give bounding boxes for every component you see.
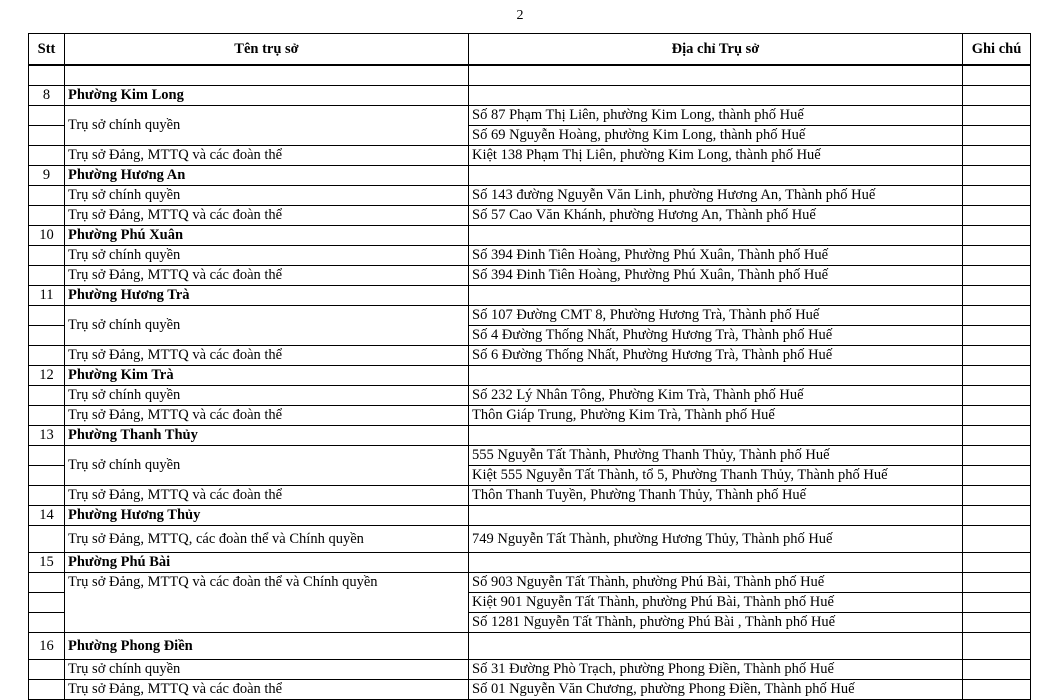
ward-number: 9 <box>29 166 65 186</box>
note-cell <box>963 426 1031 446</box>
note-cell <box>963 226 1031 246</box>
note-cell <box>963 573 1031 593</box>
page-number: 2 <box>516 8 524 23</box>
note-cell <box>963 553 1031 573</box>
note-cell <box>963 326 1031 346</box>
note-cell <box>963 506 1031 526</box>
table-row <box>29 266 1031 286</box>
office-name: Trụ sở Đảng, MTTQ và các đoàn thể <box>65 486 469 506</box>
ward-name: Phường Hương Trà <box>65 286 469 306</box>
ward-number: 12 <box>29 366 65 386</box>
table-row <box>29 186 1031 206</box>
stt-cell <box>29 573 65 593</box>
stt-cell <box>29 266 65 286</box>
office-address: 749 Nguyễn Tất Thành, phường Hương Thủy, Thành phố Huế <box>469 526 963 553</box>
note-cell <box>963 680 1031 700</box>
office-name: Trụ sở Đảng, MTTQ và các đoàn thể <box>65 406 469 426</box>
note-cell <box>963 246 1031 266</box>
table-row <box>29 306 1031 326</box>
office-address-table <box>28 33 1031 700</box>
header-spacer-row <box>29 65 1031 86</box>
office-address: Số 4 Đường Thống Nhất, Phường Hương Trà, Thành phố Huế <box>469 326 963 346</box>
stt-cell <box>29 206 65 226</box>
table-row <box>29 246 1031 266</box>
office-address: Kiệt 901 Nguyễn Tất Thành, phường Phú Bài, Thành phố Huế <box>469 593 963 613</box>
stt-cell <box>29 466 65 486</box>
office-address: Số 57 Cao Văn Khánh, phường Hương An, Thành phố Huế <box>469 206 963 226</box>
ward-number: 10 <box>29 226 65 246</box>
note-cell <box>963 526 1031 553</box>
table-row <box>29 386 1031 406</box>
ward-number: 11 <box>29 286 65 306</box>
note-cell <box>963 266 1031 286</box>
stt-cell <box>29 526 65 553</box>
office-address: Kiệt 555 Nguyễn Tất Thành, tổ 5, Phường Thanh Thủy, Thành phố Huế <box>469 466 963 486</box>
note-cell <box>963 286 1031 306</box>
office-address: Số 1281 Nguyễn Tất Thành, phường Phú Bài , Thành phố Huế <box>469 613 963 633</box>
ward-name: Phường Phú Bài <box>65 553 469 573</box>
stt-cell <box>29 306 65 326</box>
stt-cell <box>29 680 65 700</box>
office-address: Thôn Thanh Tuyền, Phường Thanh Thủy, Thành phố Huế <box>469 486 963 506</box>
stt-cell <box>29 106 65 126</box>
stt-cell <box>29 446 65 466</box>
stt-cell <box>29 146 65 166</box>
office-address: Kiệt 138 Phạm Thị Liên, phường Kim Long, thành phố Huế <box>469 146 963 166</box>
ward-row <box>29 366 1031 386</box>
stt-cell <box>29 660 65 680</box>
note-cell <box>963 346 1031 366</box>
header-office-address: Địa chỉ Trụ sở <box>469 34 963 66</box>
note-cell <box>963 186 1031 206</box>
table-row <box>29 573 1031 593</box>
ward-row <box>29 633 1031 660</box>
ward-name: Phường Phong Điền <box>65 633 469 660</box>
office-name: Trụ sở Đảng, MTTQ, các đoàn thể và Chính quyền <box>65 526 469 553</box>
stt-cell <box>29 613 65 633</box>
office-name: Trụ sở Đảng, MTTQ và các đoàn thể <box>65 206 469 226</box>
address-cell <box>469 366 963 386</box>
address-cell <box>469 286 963 306</box>
table-header-row <box>29 34 1031 66</box>
note-cell <box>963 486 1031 506</box>
note-cell <box>963 206 1031 226</box>
ward-name: Phường Hương An <box>65 166 469 186</box>
office-address: Thôn Giáp Trung, Phường Kim Trà, Thành phố Huế <box>469 406 963 426</box>
office-address: Số 107 Đường CMT 8, Phường Hương Trà, Thành phố Huế <box>469 306 963 326</box>
ward-number: 8 <box>29 86 65 106</box>
stt-cell <box>29 486 65 506</box>
note-cell <box>963 126 1031 146</box>
ward-row <box>29 166 1031 186</box>
office-name: Trụ sở chính quyền <box>65 246 469 266</box>
office-name: Trụ sở Đảng, MTTQ và các đoàn thể <box>65 266 469 286</box>
note-cell <box>963 660 1031 680</box>
ward-row <box>29 426 1031 446</box>
table-row <box>29 680 1031 700</box>
table-row <box>29 446 1031 466</box>
table-row <box>29 106 1031 126</box>
ward-name: Phường Kim Trà <box>65 366 469 386</box>
ward-row <box>29 506 1031 526</box>
table-row <box>29 146 1031 166</box>
note-cell <box>963 306 1031 326</box>
note-cell <box>963 386 1031 406</box>
office-name: Trụ sở chính quyền <box>65 106 469 146</box>
note-cell <box>963 613 1031 633</box>
ward-row <box>29 553 1031 573</box>
address-cell <box>469 226 963 246</box>
ward-number: 13 <box>29 426 65 446</box>
header-note: Ghi chú <box>963 34 1031 66</box>
note-cell <box>963 86 1031 106</box>
office-name: Trụ sở Đảng, MTTQ và các đoàn thể <box>65 146 469 166</box>
office-name: Trụ sở chính quyền <box>65 186 469 206</box>
ward-row <box>29 86 1031 106</box>
stt-cell <box>29 126 65 146</box>
address-cell <box>469 506 963 526</box>
stt-cell <box>29 386 65 406</box>
stt-cell <box>29 326 65 346</box>
stt-cell <box>29 406 65 426</box>
note-cell <box>963 446 1031 466</box>
office-address: Số 394 Đinh Tiên Hoàng, Phường Phú Xuân, Thành phố Huế <box>469 246 963 266</box>
office-address: Số 69 Nguyễn Hoàng, phường Kim Long, thành phố Huế <box>469 126 963 146</box>
office-name: Trụ sở Đảng, MTTQ và các đoàn thể và Chính quyền <box>65 573 469 633</box>
ward-name: Phường Hương Thủy <box>65 506 469 526</box>
office-address: Số 143 đường Nguyễn Văn Linh, phường Hương An, Thành phố Huế <box>469 186 963 206</box>
header-stt: Stt <box>29 34 65 66</box>
ward-number: 14 <box>29 506 65 526</box>
table-row <box>29 526 1031 553</box>
office-address: Số 6 Đường Thống Nhất, Phường Hương Trà, Thành phố Huế <box>469 346 963 366</box>
note-cell <box>963 466 1031 486</box>
address-cell <box>469 86 963 106</box>
ward-number: 15 <box>29 553 65 573</box>
table-row <box>29 406 1031 426</box>
ward-number: 16 <box>29 633 65 660</box>
stt-cell <box>29 346 65 366</box>
stt-cell <box>29 246 65 266</box>
stt-cell <box>29 186 65 206</box>
table-row <box>29 486 1031 506</box>
table-row <box>29 206 1031 226</box>
office-name: Trụ sở Đảng, MTTQ và các đoàn thể <box>65 680 469 700</box>
office-address: Số 87 Phạm Thị Liên, phường Kim Long, thành phố Huế <box>469 106 963 126</box>
note-cell <box>963 406 1031 426</box>
note-cell <box>963 593 1031 613</box>
office-name: Trụ sở chính quyền <box>65 386 469 406</box>
address-cell <box>469 633 963 660</box>
office-address: Số 394 Đinh Tiên Hoàng, Phường Phú Xuân, Thành phố Huế <box>469 266 963 286</box>
address-cell <box>469 426 963 446</box>
note-cell <box>963 106 1031 126</box>
office-address: 555 Nguyễn Tất Thành, Phường Thanh Thủy, Thành phố Huế <box>469 446 963 466</box>
header-office-name: Tên trụ sở <box>65 34 469 66</box>
stt-cell <box>29 593 65 613</box>
office-address: Số 903 Nguyễn Tất Thành, phường Phú Bài, Thành phố Huế <box>469 573 963 593</box>
office-name: Trụ sở Đảng, MTTQ và các đoàn thể <box>65 346 469 366</box>
office-address: Số 01 Nguyễn Văn Chương, phường Phong Điền, Thành phố Huế <box>469 680 963 700</box>
note-cell <box>963 166 1031 186</box>
table-row <box>29 660 1031 680</box>
note-cell <box>963 146 1031 166</box>
address-cell <box>469 166 963 186</box>
note-cell <box>963 366 1031 386</box>
office-address: Số 31 Đường Phò Trạch, phường Phong Điền, Thành phố Huế <box>469 660 963 680</box>
ward-name: Phường Kim Long <box>65 86 469 106</box>
ward-name: Phường Phú Xuân <box>65 226 469 246</box>
ward-name: Phường Thanh Thủy <box>65 426 469 446</box>
ward-row <box>29 226 1031 246</box>
ward-row <box>29 286 1031 306</box>
address-cell <box>469 553 963 573</box>
office-name: Trụ sở chính quyền <box>65 446 469 486</box>
office-name: Trụ sở chính quyền <box>65 660 469 680</box>
office-address: Số 232 Lý Nhân Tông, Phường Kim Trà, Thành phố Huế <box>469 386 963 406</box>
office-name: Trụ sở chính quyền <box>65 306 469 346</box>
note-cell <box>963 633 1031 660</box>
table-row <box>29 346 1031 366</box>
